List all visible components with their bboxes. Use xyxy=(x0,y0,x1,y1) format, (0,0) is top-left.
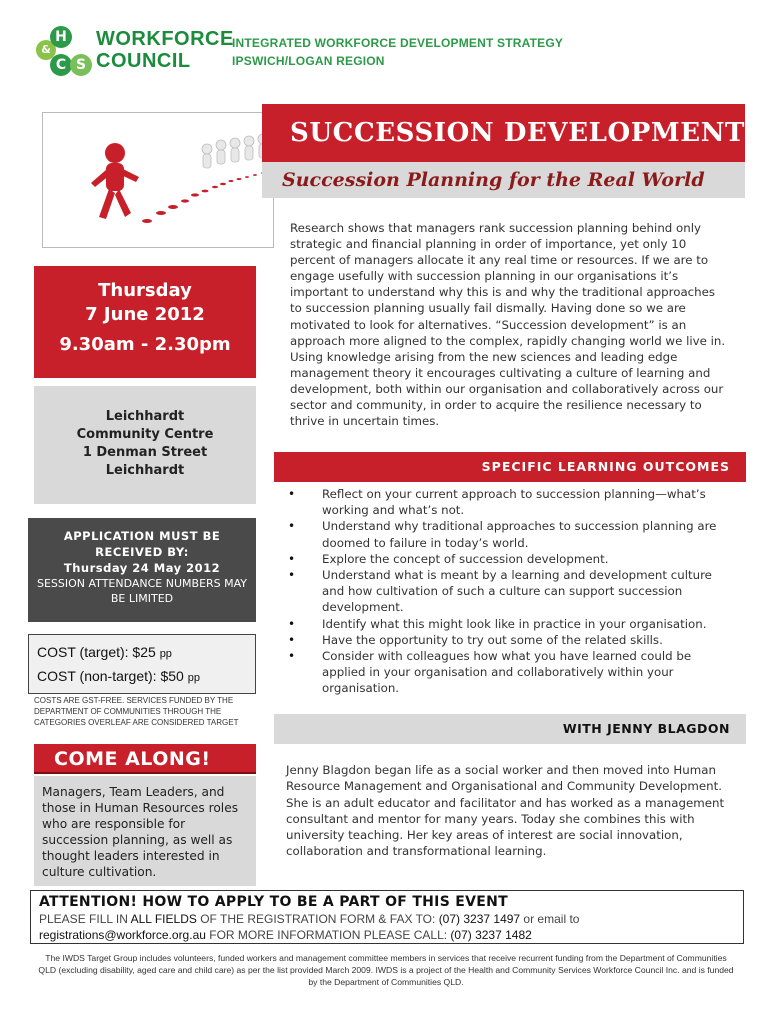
title-banner xyxy=(262,104,745,162)
list-item: • Consider with colleagues how what you have learned could be applied in your organisation and collaboratively within your organisation. xyxy=(288,648,728,697)
cost-target-unit: pp xyxy=(159,648,172,660)
attention-line-2 xyxy=(39,927,532,943)
application-deadline-date: Thursday 24 May 2012 xyxy=(63,561,221,575)
venue-box xyxy=(34,386,256,504)
hero-illustration xyxy=(42,112,274,248)
list-item: • Identify what this might look like in practice in your organisation. xyxy=(288,616,728,632)
list-item: • Understand why traditional approaches to succession planning are doomed to failure in today’s world. xyxy=(288,518,728,550)
cost-nontarget-label: COST (non-target): $50 xyxy=(37,668,184,684)
learning-outcomes-banner xyxy=(274,452,746,482)
attention-line-1 xyxy=(39,911,579,927)
presenter-banner xyxy=(274,714,746,744)
logo-h-circle: H xyxy=(50,26,72,48)
come-along-heading: COME ALONG! xyxy=(54,748,211,770)
event-date-box xyxy=(34,266,256,378)
application-deadline-box xyxy=(28,518,256,622)
phone-number: (07) 3237 1482 xyxy=(450,928,532,942)
workforce-council-logo xyxy=(36,26,234,82)
registration-email-link[interactable]: registrations@workforce.org.au xyxy=(39,928,206,942)
event-day: Thursday xyxy=(98,280,192,301)
cost-nontarget-unit: pp xyxy=(187,672,200,684)
logo-word-workforce: WORKFORCE xyxy=(96,28,234,50)
presenter-heading: WITH JENNY BLAGDON xyxy=(562,721,730,736)
funding-disclaimer: The IWDS Target Group includes volunteers, funded workers and management committee members in services that receive recurrent funding from the Department of Communities QLD (excluding disability, aged care and child care) as per the list provided March 2009. IWDS is a project of the Health and Community Services Workforce Council Inc. and is funded by the Department of Communities QLD. xyxy=(38,953,734,987)
cost-target xyxy=(37,643,172,663)
event-time: 9.30am - 2.30pm xyxy=(59,334,231,355)
learning-outcomes-heading: SPECIFIC LEARNING OUTCOMES xyxy=(481,459,730,474)
venue-line-3: 1 Denman Street xyxy=(82,445,208,460)
venue-line-2: Community Centre xyxy=(76,427,214,442)
list-item: • Reflect on your current approach to succession planning—what’s working and what’s not. xyxy=(288,486,728,518)
intro-paragraph: Research shows that managers rank succession planning behind only strategic and financial planning in order of importance, yet only 10 percent of managers allocate it any real time or resources. If we are to engage usefully with succession planning in our organisations it’s important to understand why this is and why the traditional approaches to succession planning usually fail dismally. Having done so we are motivated to look for alternatives. “Succession development” is an approach more aligned to the complex, rapidly changing world we live in. Using knowledge arising from the new sciences and leading edge management theory it encourages cultivating a culture of learning and development, both within our organisation and collaboratively across our sector and community, in order to acquire the resilience necessary to thrive in uncertain times. xyxy=(290,221,726,429)
application-line-1: APPLICATION MUST BE xyxy=(63,529,221,543)
all-fields-emphasis: ALL FIELDS xyxy=(130,912,197,926)
attention-text: FOR MORE INFORMATION PLEASE CALL: xyxy=(205,928,451,942)
venue-line-4: Leichhardt xyxy=(105,463,185,478)
attention-text: OF THE REGISTRATION FORM & FAX TO: xyxy=(196,912,439,926)
come-along-banner xyxy=(34,744,256,774)
attention-text: PLEASE FILL IN xyxy=(39,912,131,926)
cost-box xyxy=(28,634,256,694)
subtitle-banner xyxy=(262,162,745,198)
application-instructions-box xyxy=(30,890,744,944)
list-item: • Have the opportunity to try out some of the related skills. xyxy=(288,632,728,648)
list-item: • Understand what is meant by a learning and development culture and how cultivation of such a culture can support succession development. xyxy=(288,567,728,616)
cost-nontarget xyxy=(37,667,200,687)
strategy-line-1: INTEGRATED WORKFORCE DEVELOPMENT STRATEGY xyxy=(232,36,564,50)
attention-text: or email to xyxy=(520,912,580,926)
attendance-limit-note: SESSION ATTENDANCE NUMBERS MAY BE LIMITED xyxy=(36,577,248,605)
logo-s-circle: S xyxy=(70,54,92,76)
fax-number: (07) 3237 1497 xyxy=(438,912,521,926)
event-date: 7 June 2012 xyxy=(85,304,205,325)
audience-box xyxy=(34,776,256,886)
list-item: • Explore the concept of succession development. xyxy=(288,551,728,567)
cost-note: COSTS ARE GST-FREE. SERVICES FUNDED BY THE DEPARTMENT OF COMMUNITIES THROUGH THE CATEGORIES OVERLEAF ARE CONSIDERED TARGET xyxy=(34,696,239,727)
venue-line-1: Leichhardt xyxy=(105,409,185,424)
page-subtitle: Succession Planning for the Real World xyxy=(282,169,705,191)
page-title: SUCCESSION DEVELOPMENT xyxy=(290,118,746,148)
logo-ampersand-circle: & xyxy=(36,40,56,60)
strategy-line-2: IPSWICH/LOGAN REGION xyxy=(232,54,385,68)
learning-outcomes-list xyxy=(288,486,728,697)
application-line-2: RECEIVED BY: xyxy=(95,545,189,559)
cost-target-label: COST (target): $25 xyxy=(37,644,156,660)
logo-c-circle: C xyxy=(50,54,72,76)
logo-word-council: COUNCIL xyxy=(96,50,191,72)
presenter-bio: Jenny Blagdon began life as a social worker and then moved into Human Resource Management and Organisational and Community Development. She is an adult educator and facilitator and has worked as a management consultant and mentor for many years. Today she combines this with university teaching. Her key areas of interest are social innovation, collaboration and transformational learning. xyxy=(286,763,725,859)
attention-heading: ATTENTION! HOW TO APPLY TO BE A PART OF THIS EVENT xyxy=(39,894,508,910)
strategy-heading xyxy=(232,34,563,70)
audience-text: Managers, Team Leaders, and those in Human Resources roles who are responsible for succession planning, as well as thought leaders interested in culture cultivation. xyxy=(42,785,239,879)
